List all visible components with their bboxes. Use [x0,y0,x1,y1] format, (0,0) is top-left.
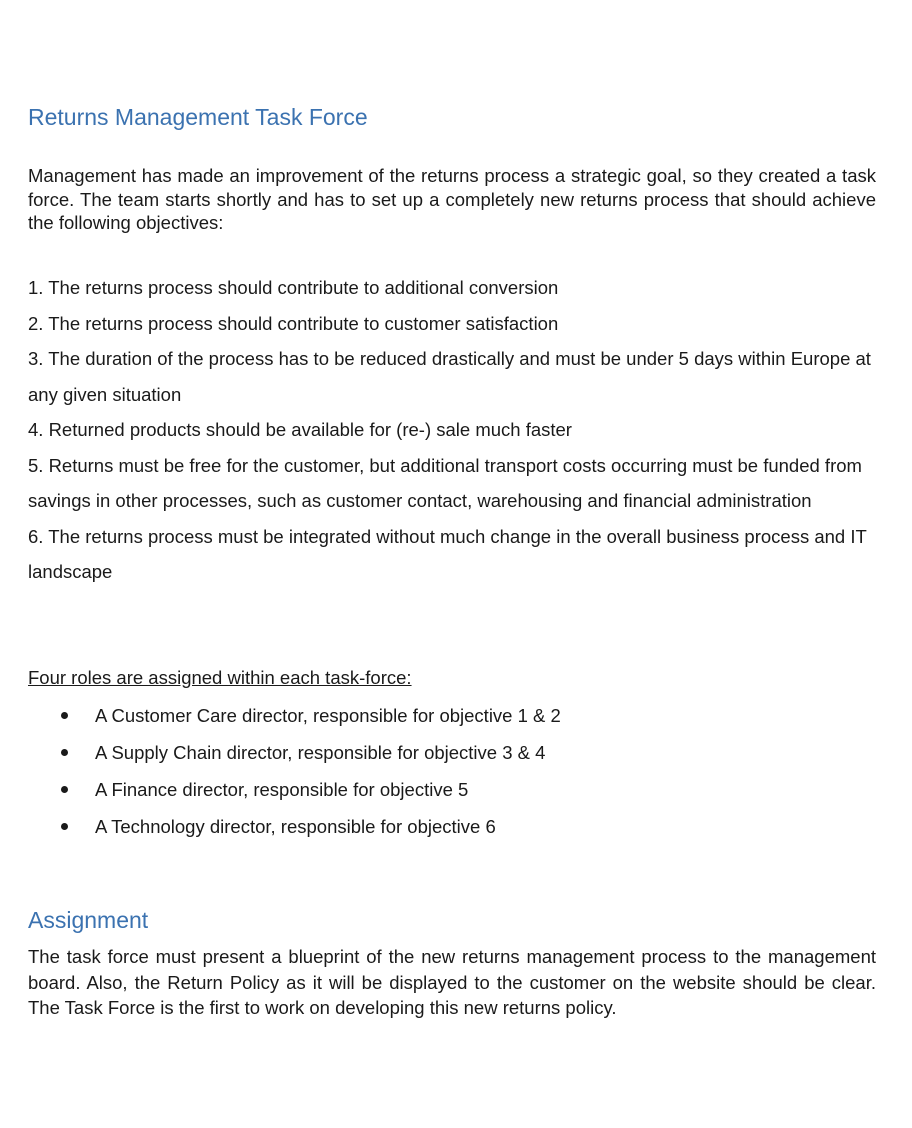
bullet-icon [61,712,68,719]
assignment-paragraph: The task force must present a blueprint of the new returns management process to the management board. Also, the Return Policy as it will be displayed to the customer on the website should be clear. The Task Force is the first to work on developing this new returns policy. [28,946,876,1018]
role-text: A Customer Care director, responsible for objective 1 & 2 [95,705,561,726]
objective-item: 5. Returns must be free for the customer, but additional transport costs occurring must be funded from savings in other processes, such as customer contact, warehousing and financial administration [28,454,862,511]
role-text: A Finance director, responsible for objective 5 [95,779,469,800]
role-text: A Supply Chain director, responsible for objective 3 & 4 [95,742,546,763]
assignment-heading: Assignment [28,907,149,933]
objective-item: 1. The returns process should contribute to additional conversion [28,277,559,298]
role-text: A Technology director, responsible for objective 6 [95,816,496,837]
objective-item: 3. The duration of the process has to be reduced drastically and must be under 5 days within Europe at any given situation [28,348,871,405]
role-item [28,734,876,771]
objective-item: 6. The returns process must be integrated without much change in the overall business process and IT landscape [28,525,867,582]
objective-item: 4. Returned products should be available for (re-) sale much faster [28,419,572,440]
intro-paragraph: Management has made an improvement of the returns process a strategic goal, so they created a task force. The team starts shortly and has to set up a completely new returns process that should achieve the following objectives: [28,165,876,233]
roles-list [28,697,876,845]
role-item [28,808,876,845]
objective-item: 2. The returns process should contribute to customer satisfaction [28,312,559,334]
bullet-icon [61,749,68,756]
objectives-list [28,270,888,590]
role-item [28,697,876,734]
bullet-icon [61,786,68,793]
role-item [28,771,876,808]
roles-title: Four roles are assigned within each task-force: [28,667,412,688]
page-title: Returns Management Task Force [28,104,368,130]
bullet-icon [61,823,68,830]
